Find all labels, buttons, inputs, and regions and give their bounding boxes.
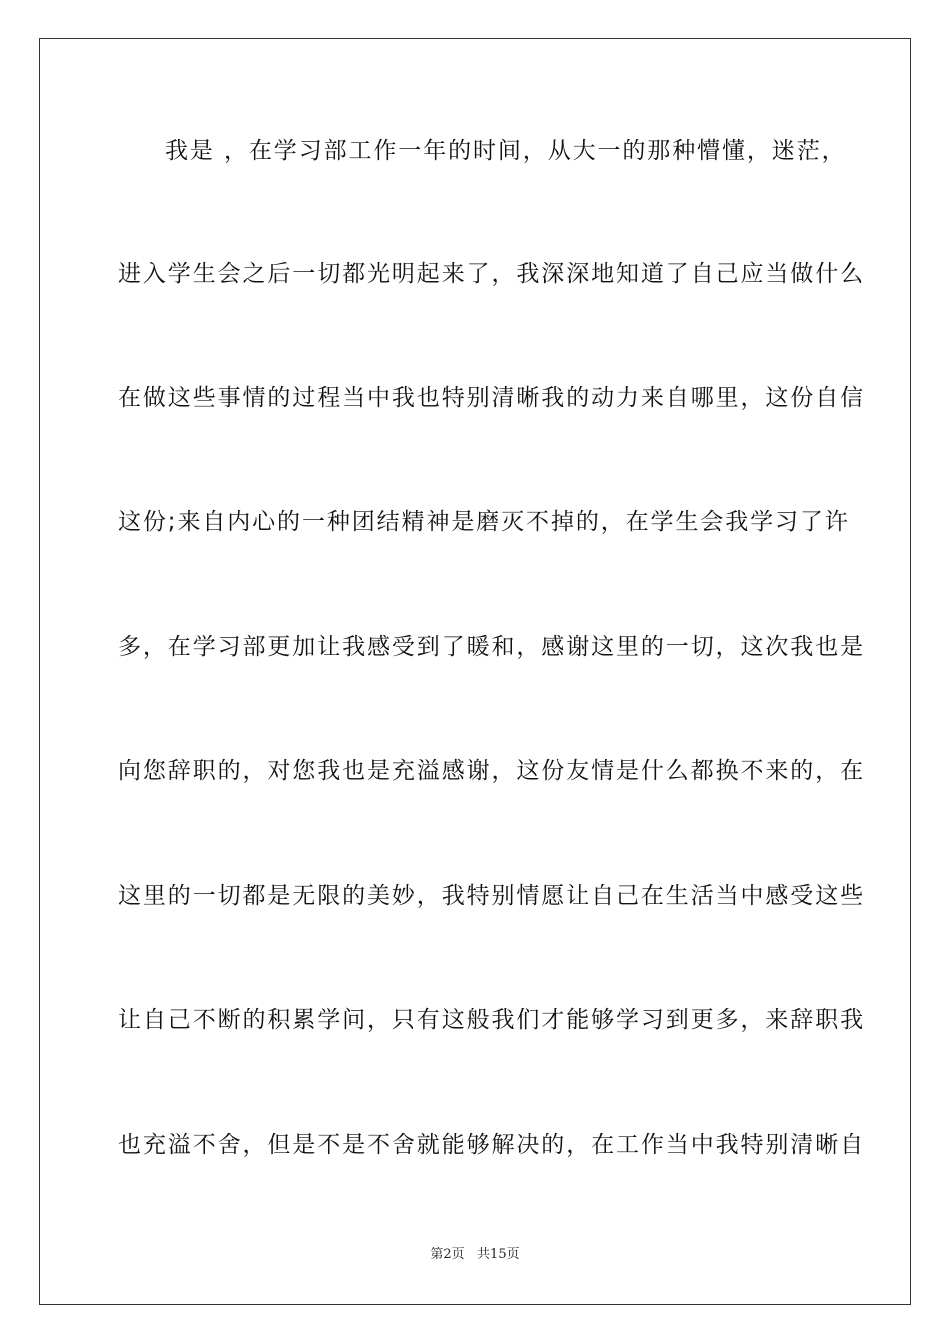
body-text-line: 多，在学习部更加让我感受到了暖和，感谢这里的一切，这次我也是 [118,634,865,660]
body-text-line: 向您辞职的，对您我也是充溢感谢，这份友情是什么都换不来的，在 [118,758,865,784]
body-text-line: 进入学生会之后一切都光明起来了，我深深地知道了自己应当做什么 [118,261,865,287]
body-text-line: 在做这些事情的过程当中我也特别清晰我的动力来自哪里，这份自信 [118,385,865,411]
body-text-line: 这里的一切都是无限的美妙，我特别情愿让自己在生活当中感受这些 [118,883,865,909]
body-text-line: 也充溢不舍，但是不是不舍就能够解决的，在工作当中我特别清晰自 [118,1132,865,1158]
body-text-line: 这份;来自内心的一种团结精神是磨灭不掉的，在学生会我学习了许 [118,509,850,535]
page-number-footer: 第2页 共15页 [430,1247,520,1262]
page-border [39,38,911,1305]
body-text-line: 让自己不断的积累学问，只有这般我们才能够学习到更多，来辞职我 [118,1007,865,1033]
body-text-line: 我是 ，在学习部工作一年的时间，从大一的那种懵懂，迷茫， [165,138,847,164]
